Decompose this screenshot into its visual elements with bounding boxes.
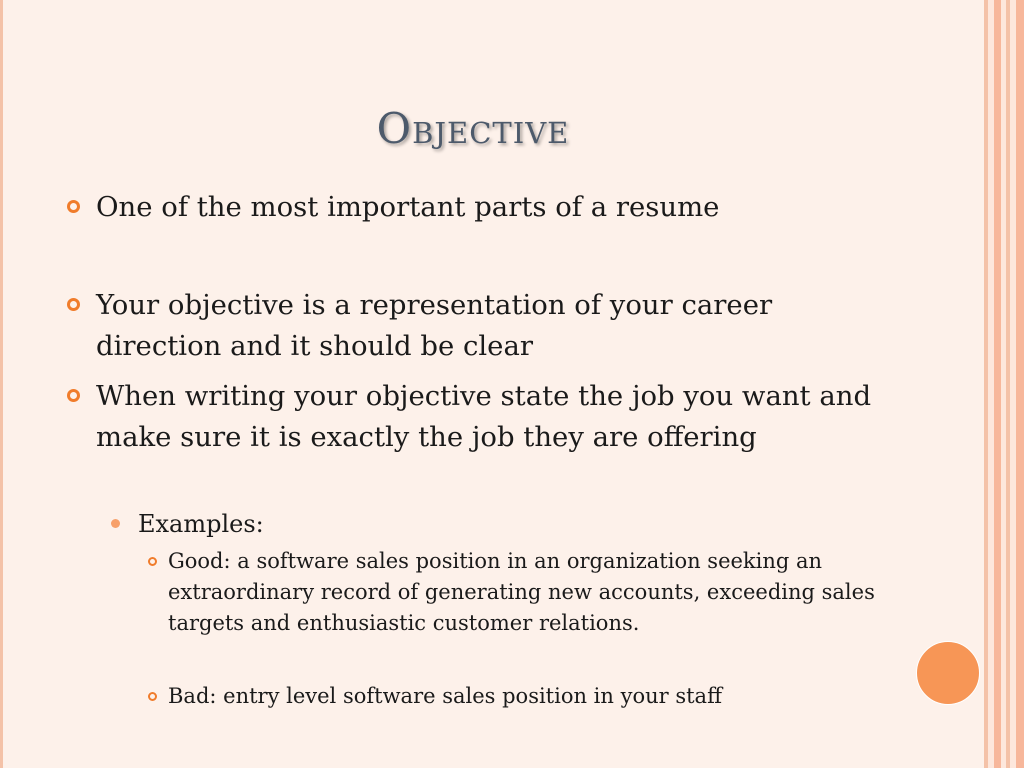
bullet-item [67, 376, 887, 458]
example-item-bad [148, 681, 888, 712]
bullet-text: When writing your objective state the job you want and make sure it is exactly the job they are offering [96, 380, 872, 453]
decorative-circle [916, 641, 980, 705]
bullet-item [67, 187, 887, 228]
bullet-icon [67, 200, 80, 213]
example-bullet-icon [148, 692, 157, 701]
example-bullet-icon [148, 557, 157, 566]
bullet-icon [67, 389, 80, 402]
sub-bullet-text: Examples: [138, 510, 264, 538]
example-item-good [148, 546, 888, 639]
sub-bullet-item [111, 509, 871, 539]
slide-title: Objective [376, 104, 570, 153]
example-text: Bad: entry level software sales position in your staff [168, 684, 722, 708]
sub-bullet-icon [111, 519, 120, 528]
bullet-icon [67, 298, 80, 311]
example-text: Good: a software sales position in an organization seeking an extraordinary record of generating new accounts, exceeding sales targets and enthusiastic customer relations. [168, 549, 875, 635]
bullet-text: Your objective is a representation of your career direction and it should be clear [96, 289, 773, 362]
bullet-text: One of the most important parts of a resume [96, 191, 720, 223]
decorative-stripe [994, 0, 1001, 768]
decorative-stripe [1016, 0, 1024, 768]
bullet-item [67, 285, 887, 367]
